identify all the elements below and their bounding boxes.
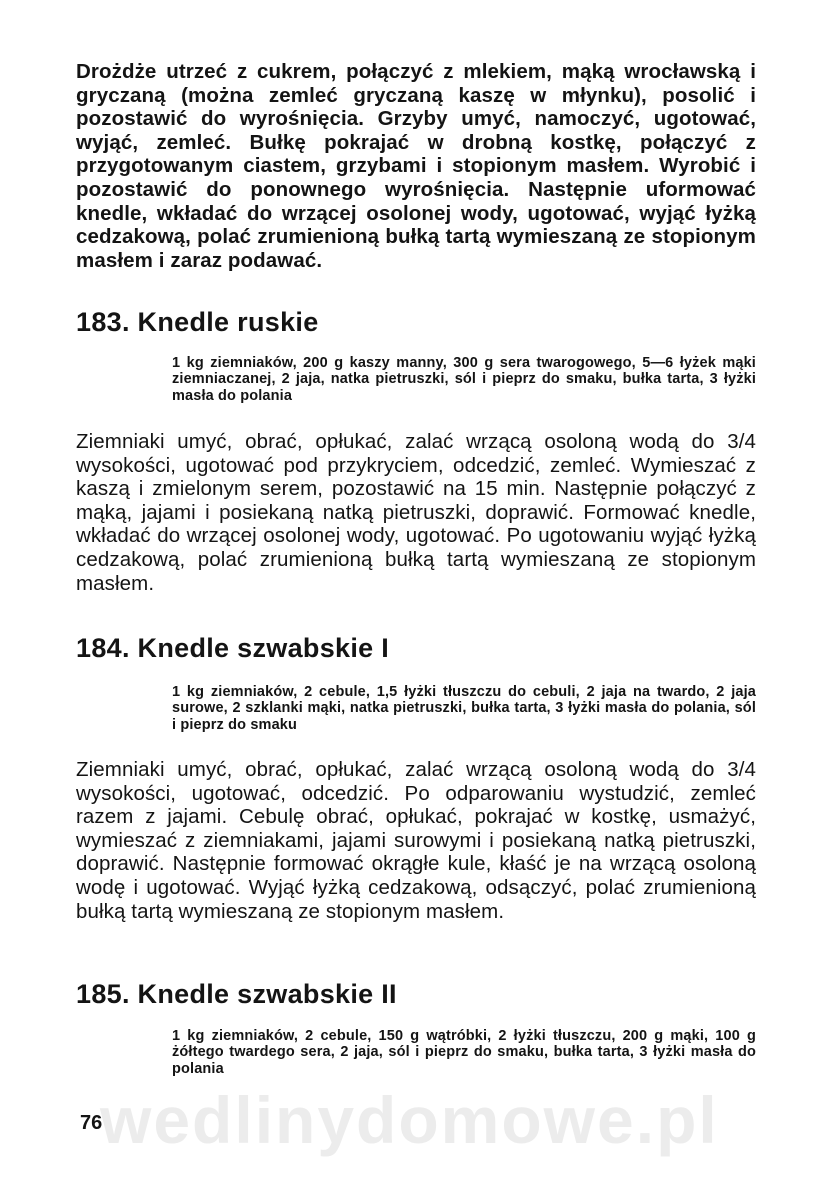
recipe-instructions-183: Ziemniaki umyć, obrać, opłukać, zalać wrzącą osoloną wodą do 3/4 wysokości, ugotować pod przykryciem, odcedzić, zemleć. Wymieszać z kaszą i zmielonym serem, pozostawić na 15 min. Następnie połączyć z mąką, jajami i posiekaną natką pietruszki, doprawić. Formować knedle, wkładać do wrzącej osolonej wody, ugotować. Po ugotowaniu wyjąć łyżką cedzakową, polać zrumienioną bułką tartą wymieszaną ze stopionym masłem. bbox=[76, 430, 756, 595]
recipe-heading-183: 183. Knedle ruskie bbox=[76, 307, 319, 337]
page-number: 76 bbox=[80, 1112, 103, 1134]
recipe-ingredients-184: 1 kg ziemniaków, 2 cebule, 1,5 łyżki tłuszczu do cebuli, 2 jaja na twardo, 2 jaja surowe, 2 szklanki mąki, natka pietruszki, bułka tarta, 3 łyżki masła do polania, sól i pieprz do smaku bbox=[172, 684, 756, 733]
recipe-ingredients-185: 1 kg ziemniaków, 2 cebule, 150 g wątróbki, 2 łyżki tłuszczu, 200 g mąki, 100 g żółtego twardego sera, 2 jaja, sól i pieprz do smaku, bułka tarta, 3 łyżki masła do polania bbox=[172, 1028, 756, 1077]
recipe-heading-184: 184. Knedle szwabskie I bbox=[76, 633, 390, 663]
recipe-ingredients-183: 1 kg ziemniaków, 200 g kaszy manny, 300 g sera twarogowego, 5—6 łyżek mąki ziemniaczanej, 2 jaja, natka pietruszki, sól i pieprz do smaku, bułka tarta, 3 łyżki masła do polania bbox=[172, 355, 756, 404]
watermark: wedlinydomowe.pl bbox=[100, 1083, 719, 1157]
intro-paragraph: Drożdże utrzeć z cukrem, połączyć z mlekiem, mąką wrocławską i gryczaną (można zemleć gryczaną kaszę w młynku), posolić i pozostawić do wyrośnięcia. Grzyby umyć, namoczyć, ugotować, wyjąć, zemleć. Bułkę pokrajać w drobną kostkę, połączyć z przygotowanym ciastem, grzybami i stopionym masłem. Wyrobić i pozostawić do ponownego wyrośnięcia. Następnie uformować knedle, wkładać do wrzącej osolonej wody, ugotować, wyjąć łyżką cedzakową, polać zrumienioną bułką tartą wymieszaną ze stopionym masłem i zaraz podawać. bbox=[76, 60, 756, 272]
recipe-heading-185: 185. Knedle szwabskie II bbox=[76, 979, 397, 1009]
recipe-instructions-184: Ziemniaki umyć, obrać, opłukać, zalać wrzącą osoloną wodą do 3/4 wysokości, ugotować, odcedzić. Po odparowaniu wystudzić, zemleć razem z jajami. Cebulę obrać, opłukać, pokrajać w kostkę, usmażyć, wymieszać z ziemniakami, jajami surowymi i posiekaną natką pietruszki, doprawić. Następnie formować okrągłe kule, kłaść je na wrzącą osoloną wodę i ugotować. Wyjąć łyżką cedzakową, odsączyć, polać zrumienioną bułką tartą wymieszaną ze stopionym masłem. bbox=[76, 758, 756, 923]
